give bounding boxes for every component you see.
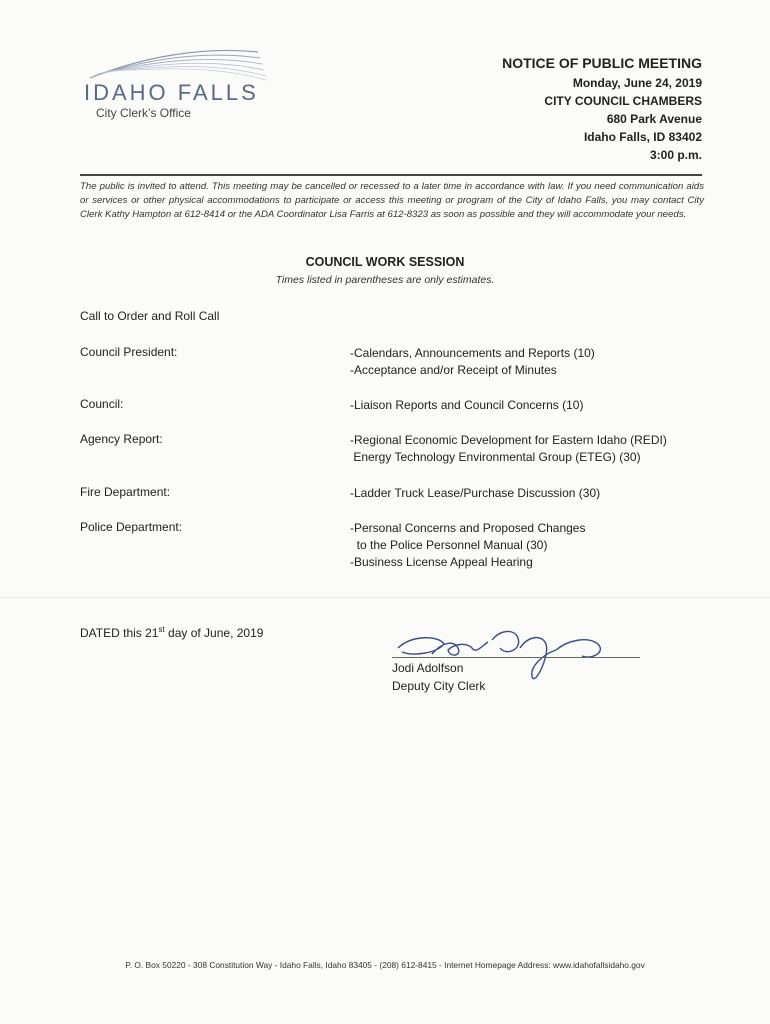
session-title: COUNCIL WORK SESSION	[305, 255, 465, 269]
logo-text: IDAHO FALLS	[84, 80, 259, 105]
meeting-location: CITY COUNCIL CHAMBERS	[544, 94, 702, 108]
dated-rest: day of June, 2019	[164, 626, 264, 640]
meeting-date: Monday, June 24, 2019	[572, 76, 702, 90]
agenda-row-label: Agency Report:	[80, 432, 163, 446]
session-subtitle: Times listed in parentheses are only estimates.	[275, 274, 495, 286]
agenda-row-label: Police Department:	[80, 520, 183, 534]
call-to-order: Call to Order and Roll Call	[80, 309, 220, 323]
agenda-item: -Regional Economic Development for Eastern Idaho (REDI)	[350, 433, 667, 447]
agenda-item: -Calendars, Announcements and Reports (10)	[350, 346, 595, 360]
page-fold-line	[0, 597, 770, 598]
signature-line	[392, 657, 640, 658]
agenda-row-label: Council:	[80, 397, 124, 411]
agenda-item: to the Police Personnel Manual (30)	[350, 538, 548, 552]
agenda-row-items	[350, 345, 595, 379]
meeting-city: Idaho Falls, ID 83402	[583, 130, 702, 144]
meeting-address: 680 Park Avenue	[606, 112, 702, 126]
agenda-item: -Personal Concerns and Proposed Changes	[350, 521, 586, 535]
agenda-item: -Acceptance and/or Receipt of Minutes	[350, 363, 557, 377]
agenda-item: -Liaison Reports and Council Concerns (10)	[350, 398, 584, 412]
signer-name: Jodi Adolfson	[392, 661, 464, 675]
logo-subtitle: City Clerk’s Office	[96, 106, 191, 120]
accessibility-disclaimer: The public is invited to attend. This meeting may be cancelled or recessed to a later time in accordance with law. If you need communication aids or services or other physical accommodations to participate or access this meeting or program of the City of Idaho Falls, you may contact City Clerk Kathy Hampton at 612-8414 or the ADA Coordinator Lisa Farris at 612-8323 as soon as possible and they will accommodate your needs.	[80, 181, 704, 220]
city-logo	[80, 40, 280, 130]
dated-prefix: DATED this 21	[80, 626, 159, 640]
signer-title: Deputy City Clerk	[392, 679, 486, 693]
dated-line	[80, 625, 263, 640]
meeting-time: 3:00 p.m.	[649, 148, 702, 162]
meeting-notice-header	[502, 52, 702, 164]
agenda-item: -Ladder Truck Lease/Purchase Discussion (30)	[350, 486, 601, 500]
header-divider	[80, 174, 702, 176]
agenda-item: Energy Technology Environmental Group (ETEG) (30)	[350, 450, 641, 464]
notice-title: NOTICE OF PUBLIC MEETING	[502, 55, 702, 71]
agenda-row-items	[350, 485, 600, 502]
agenda-item: -Business License Appeal Hearing	[350, 555, 533, 569]
agenda-row-label: Fire Department:	[80, 485, 171, 499]
agenda-row-items	[350, 397, 583, 414]
footer-address: P. O. Box 50220 - 308 Constitution Way - Idaho Falls, Idaho 83405 - (208) 612-8415 - Internet Homepage Address: www.idahofallsidaho.gov	[125, 960, 645, 970]
agenda-row-items	[350, 520, 585, 571]
agenda-row-label: Council President:	[80, 345, 178, 359]
dated-ordinal: st	[158, 625, 165, 634]
agenda-row-items	[350, 432, 667, 466]
